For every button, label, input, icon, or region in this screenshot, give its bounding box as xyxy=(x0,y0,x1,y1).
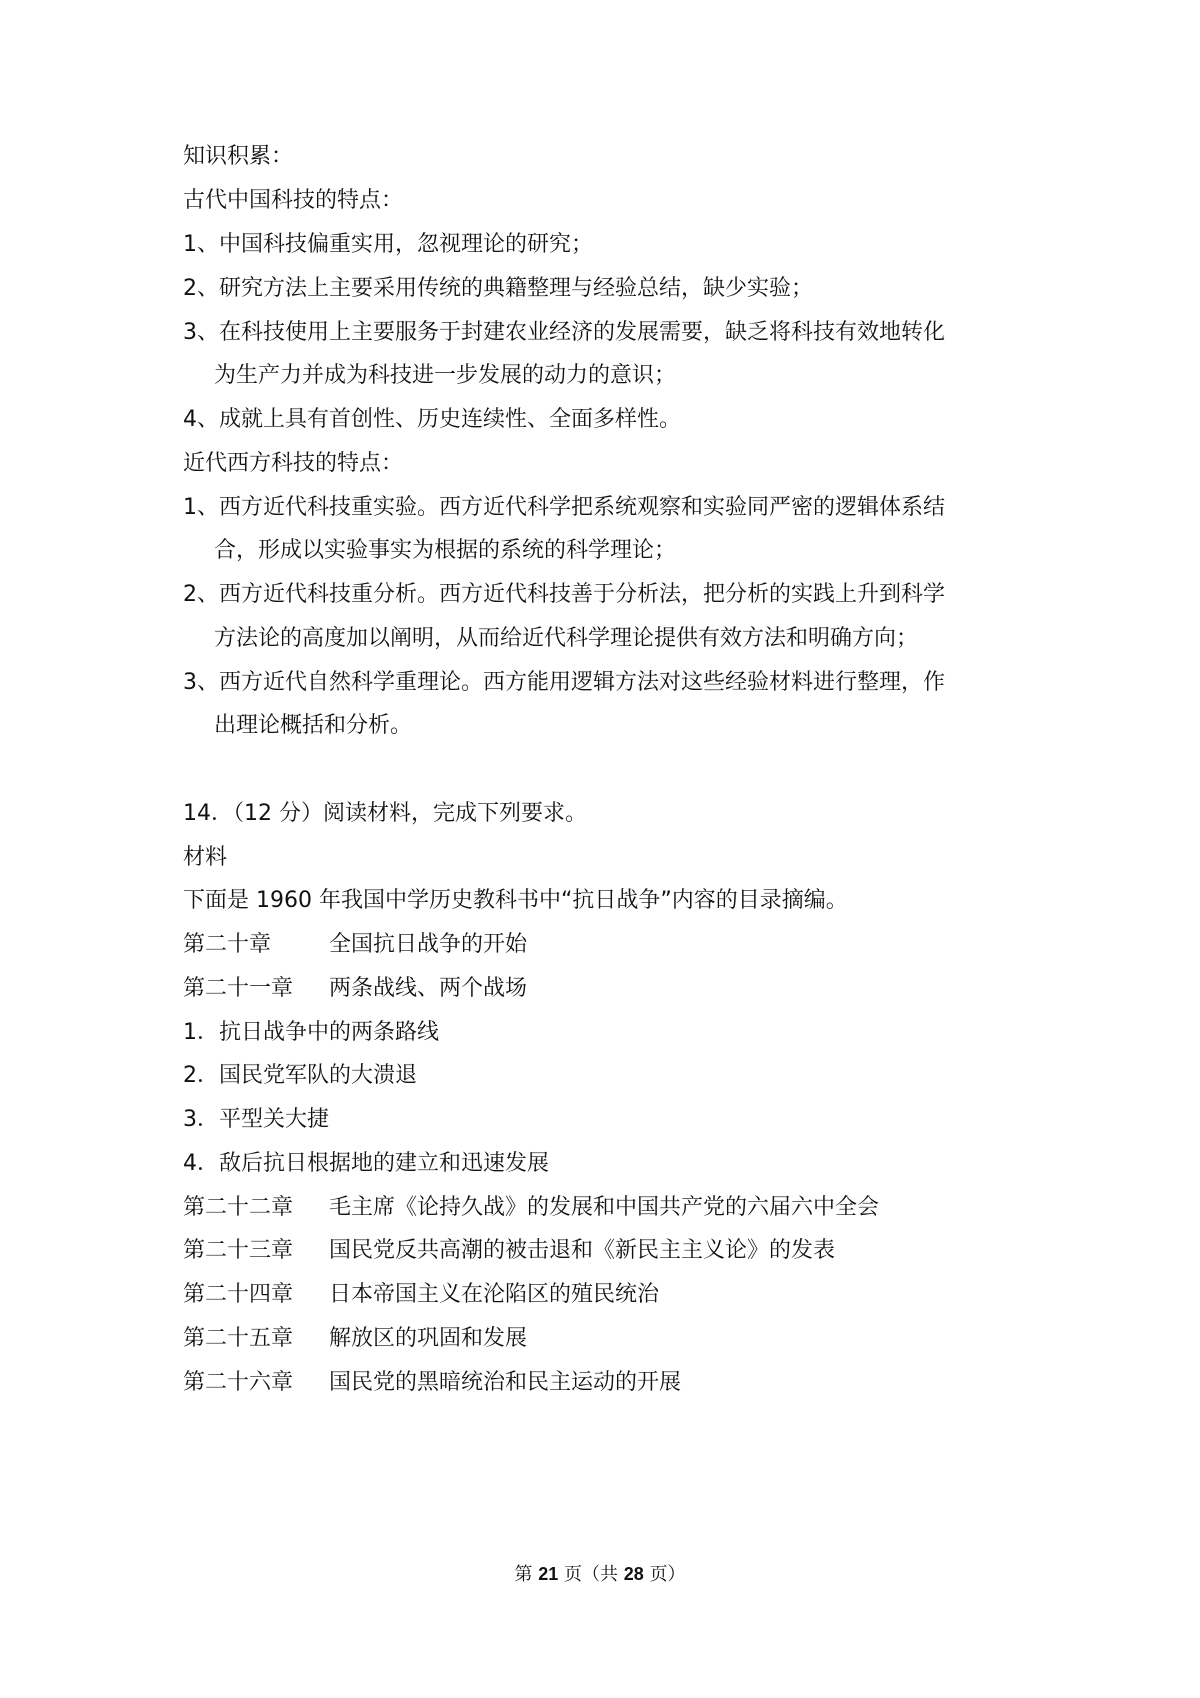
toc-chapter-number: 第二十一章 xyxy=(183,976,294,1001)
toc-section: 3．平型关大捷 xyxy=(183,1107,329,1132)
toc-chapter-title: 毛主席《论持久战》的发展和中国共产党的六届六中全会 xyxy=(329,1195,880,1220)
footer-prefix: 第 xyxy=(514,1564,533,1585)
toc-section: 2．国民党军队的大溃退 xyxy=(183,1063,417,1088)
ancient-feature-item: 2、研究方法上主要采用传统的典籍整理与经验总结，缺少实验； xyxy=(183,276,813,301)
page-number: 21 xyxy=(538,1564,559,1584)
ancient-feature-item: 3、在科技使用上主要服务于封建农业经济的发展需要，缺乏将科技有效地转化 xyxy=(183,320,945,345)
toc-chapter-title: 解放区的巩固和发展 xyxy=(329,1326,528,1351)
modern-feature-item-continued: 合，形成以实验事实为根据的系统的科学理论； xyxy=(214,538,677,563)
toc-chapter-number: 第二十章 xyxy=(183,932,272,957)
toc-entry xyxy=(183,1325,528,1353)
toc-entry xyxy=(183,931,528,959)
modern-feature-item: 1、西方近代科技重实验。西方近代科学把系统观察和实验同严密的逻辑体系结 xyxy=(183,495,945,520)
toc-chapter-title: 全国抗日战争的开始 xyxy=(329,932,528,957)
modern-feature-item-continued: 方法论的高度加以阐明，从而给近代科学理论提供有效方法和明确方向； xyxy=(214,626,919,651)
toc-entry xyxy=(183,1369,682,1397)
knowledge-heading: 知识积累： xyxy=(183,144,294,169)
modern-feature-item: 2、西方近代科技重分析。西方近代科技善于分析法，把分析的实践上升到科学 xyxy=(183,582,945,607)
toc-chapter-number: 第二十二章 xyxy=(183,1195,294,1220)
toc-entry xyxy=(183,1237,836,1265)
toc-chapter-number: 第二十五章 xyxy=(183,1326,294,1351)
modern-features-title: 近代西方科技的特点： xyxy=(183,451,404,476)
page-footer xyxy=(0,1560,1200,1586)
total-pages: 28 xyxy=(623,1564,644,1584)
question-stem: 14．（12 分）阅读材料，完成下列要求。 xyxy=(183,801,587,826)
footer-suffix: 页） xyxy=(649,1564,686,1585)
ancient-feature-item: 4、成就上具有首创性、历史连续性、全面多样性。 xyxy=(183,407,681,432)
toc-section: 4．敌后抗日根据地的建立和迅速发展 xyxy=(183,1151,549,1176)
toc-chapter-title: 日本帝国主义在沦陷区的殖民统治 xyxy=(329,1282,660,1307)
ancient-feature-item: 1、中国科技偏重实用，忽视理论的研究； xyxy=(183,232,593,257)
modern-feature-item-continued: 出理论概括和分析。 xyxy=(214,713,413,738)
toc-entry xyxy=(183,1194,880,1222)
toc-entry xyxy=(183,975,528,1003)
ancient-features-title: 古代中国科技的特点： xyxy=(183,188,404,213)
toc-chapter-title: 国民党反共高潮的被击退和《新民主主义论》的发表 xyxy=(329,1238,836,1263)
material-intro: 下面是 1960 年我国中学历史教科书中“抗日战争”内容的目录摘编。 xyxy=(183,888,848,913)
toc-chapter-number: 第二十三章 xyxy=(183,1238,294,1263)
toc-section: 1．抗日战争中的两条路线 xyxy=(183,1020,439,1045)
material-label: 材料 xyxy=(183,845,228,870)
footer-middle: 页（共 xyxy=(564,1564,618,1585)
ancient-feature-item-continued: 为生产力并成为科技进一步发展的动力的意识； xyxy=(214,363,677,388)
toc-chapter-title: 两条战线、两个战场 xyxy=(329,976,528,1001)
toc-entry xyxy=(183,1281,660,1309)
toc-chapter-number: 第二十六章 xyxy=(183,1370,294,1395)
modern-feature-item: 3、西方近代自然科学重理论。西方能用逻辑方法对这些经验材料进行整理，作 xyxy=(183,670,945,695)
toc-chapter-title: 国民党的黑暗统治和民主运动的开展 xyxy=(329,1370,682,1395)
toc-chapter-number: 第二十四章 xyxy=(183,1282,294,1307)
